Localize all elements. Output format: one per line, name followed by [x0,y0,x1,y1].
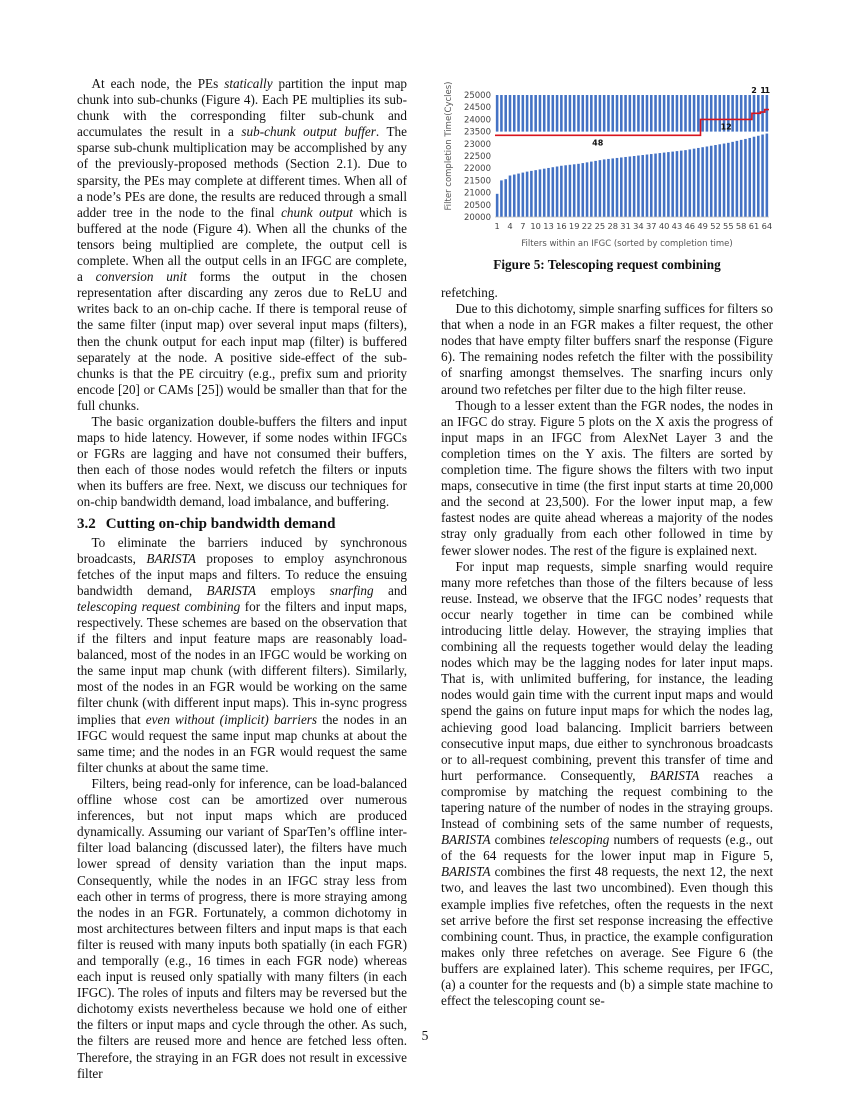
combining-group-label: 1 [760,86,766,95]
combining-group-label: 1 [764,86,771,95]
bar-first-input [569,165,572,217]
bar-first-input [646,155,649,217]
right-column [441,285,773,1009]
bar-second-input [496,95,499,132]
combining-group-label: 48 [592,138,604,148]
paragraph-filters: Filters, being read-only for inference, can be load-balanced offline whose cost can be amortized over numerous inferences, but not input maps which are produced dynamically. Assuming our variant of SparTen’s offline inter-filter load balancing (discussed later), the filters have much lower spread of density variation than the input maps. Consequently, while the nodes in an IFGC stray less from each other in terms of progress, there is more straying among the nodes in an FGR. Fortunately, a common dichotomy in most architectures between filters and input maps is that each filter is reused with many inputs both spatially (in each FGR) and temporally (e.g., 16 times in each FGR node) whereas each input is reused only spatially with many filters (in each IFGC). The roles of inputs and filters may be reversed but the dichotomy exists nevertheless because we hold one of either the filters or input maps and cycle through the other. As such, the filters are reused more and hence are fetched less often. Therefore, the straying in an FGR does not result in excessive filter [77,775,407,1081]
bar-first-input [748,138,751,217]
bar-first-input [689,149,692,217]
bar-second-input [748,95,751,132]
paragraph-barriers: To eliminate the barriers induced by synchronous broadcasts, BARISTA proposes to employ asynchronous fetches of the input maps and filters. To reduce the ensuing bandwidth demand, BARISTA employs snarfing and telescoping request combining for the filters and input maps, respectively. These schemes are based on the observation that if the filters and input feature maps are reasonably load-balanced, most of the nodes in an IFGC would be working on the same input map chunk (with different filters). Similarly, most of the nodes in an FGR would be working on the same filter chunk (with different input maps). This in-sync progress implies that even without (implicit) barriers the nodes in an IFGC would request the same input map chunks at about the same time; and the nodes in an FGR would request the same filter chunks at about the same time. [77,534,408,775]
bar-first-input [611,158,614,217]
bar-second-input [577,95,580,132]
bar-second-input [560,95,563,132]
bar-second-input [706,95,709,132]
paragraph-dichotomy: Due to this dichotomy, simple snarfing suffices for filters so that when a node in an FGR makes a filter request, the other nodes that have empty filter buffers snarf the response (Figure 6). The remaining nodes refetch the filter with the possibility of snarfing amongst themselves. The snarfing incurs only around two refetches per filter due to the high filter reuse. [441,301,773,397]
bar-second-input [581,95,584,132]
left-column [77,76,407,1082]
bar-second-input [761,95,764,132]
bar-first-input [680,151,683,217]
bar-first-input [706,146,709,217]
bar-second-input [526,95,529,132]
bar-second-input [599,95,602,132]
section-number: 3.2 [77,515,96,532]
bar-first-input [671,152,674,217]
bar-second-input [620,95,623,132]
x-axis-label: Filters within an IFGC (sorted by completion time) [521,239,733,249]
bar-second-input [590,95,593,132]
y-tick-label: 21000 [463,188,491,199]
paragraph-double-buffers: The basic organization double-buffers the filters and input maps to hide latency. However, if some nodes within IFGCs or FGRs are lagging and have not consumed their buffers, then each of those nodes would refetch the filters or inputs when its buffers are free. Next, we discuss our techniques for on-chip bandwidth demand, load imbalance, and buffering. [77,413,407,510]
bar-second-input [569,95,572,132]
bar-first-input [500,180,503,217]
bar-first-input [603,159,606,217]
y-tick-label: 24500 [463,103,491,114]
paragraph-refetching: refetching. [441,285,498,300]
bar-second-input [573,95,576,132]
bar-second-input [641,95,644,132]
y-tick-label: 23000 [463,139,491,150]
figure-caption: Figure 5: Telescoping request combining [493,257,721,272]
x-tick-label: 37 [645,221,657,231]
y-tick-label: 20000 [463,213,491,223]
x-tick-label: 28 [607,221,619,231]
y-axis-label: Filter completion Time(Cycles) [444,81,454,211]
bar-second-input [736,95,739,132]
x-tick-label: 40 [658,221,670,231]
bar-second-input [552,95,555,132]
bar-second-input [701,95,704,132]
bar-second-input [522,95,525,132]
bar-first-input [620,157,623,217]
x-tick-label: 58 [735,221,747,231]
bar-first-input [676,151,679,217]
bar-second-input [530,95,533,132]
bar-second-input [513,95,516,132]
bar-first-input [573,164,576,217]
bar-second-input [586,95,589,132]
y-tick-label: 24000 [463,115,491,126]
bar-first-input [560,166,563,217]
x-tick-label: 1 [494,221,500,231]
y-tick-label: 23500 [463,127,491,138]
page-number: 5 [421,1028,429,1043]
bar-first-input [577,164,580,217]
bar-first-input [714,145,717,217]
bar-first-input [744,139,747,217]
x-tick-label: 16 [556,221,567,231]
bar-first-input [590,162,593,217]
bar-first-input [650,154,653,217]
bar-second-input [697,95,700,132]
bar-first-input [663,153,666,217]
bar-second-input [556,95,559,132]
bar-second-input [624,95,627,132]
x-tick-label: 49 [697,221,708,231]
bar-second-input [766,95,769,132]
bar-first-input [509,176,512,217]
bar-first-input [731,142,734,217]
y-axis [464,91,491,223]
bar-first-input [710,146,713,217]
bar-second-input [539,95,542,132]
x-tick-label: 7 [520,221,526,231]
bar-first-input [753,137,756,217]
x-tick-label: 10 [530,221,541,231]
bar-second-input [534,95,537,132]
x-tick-label: 4 [507,221,513,231]
bar-second-input [744,95,747,132]
bar-first-input [761,135,764,217]
bar-first-input [547,168,550,217]
bar-first-input [723,144,726,217]
bar-first-input [727,143,730,217]
bar-second-input [517,95,520,132]
x-tick-label: 22 [581,221,593,231]
bar-second-input [637,95,640,132]
bar-first-input [522,173,525,217]
bar-second-input [504,95,507,132]
bar-second-input [500,95,503,132]
x-tick-label: 25 [594,221,606,231]
paragraph-ifgc-stray: Though to a lesser extent than the FGR nodes, the nodes in an IFGC do stray. Figure 5 plots on the X axis the progress of input maps in an IFGC from AlexNet Layer 3 and the completion times on the Y axis. The filters are sorted by completion time. The figure shows the filters with two input maps, consecutive in time (the first input starts at time 20,000 and the second at 23,500). For the lower input map, a few fastest nodes are quite ahead whereas a majority of the nodes stray only gradually from each other followed in time by fewer slower nodes. The rest of the figure is explained next. [441,397,773,558]
y-tick-label: 22500 [463,152,491,162]
x-tick-label: 31 [620,221,631,231]
bar-second-input [547,95,550,132]
bar-second-input [607,95,610,132]
bar-first-input [629,156,632,217]
x-tick-label: 43 [671,221,683,231]
bar-second-input [654,95,657,132]
x-tick-label: 34 [633,221,644,231]
bar-first-input [697,148,700,217]
bar-first-input [684,150,687,217]
bar-second-input [740,95,743,132]
paragraph-input-map-requests: For input map requests, simple snarfing would require many more refetches than those of the filters because of less reuse. Instead, we observe that the IFGC nodes’ requests that occur nearly together in time can be combined while introducing little delay. However, the straying implies that combining all the requests together would delay the leading nodes which may be the lagging nodes for later input maps. That is, with unlimited buffering, for instance, the leading nodes would gain time with the current input maps and would spend the gains on future input maps for which the nodes lag, achieving good load balancing. Implicit barriers between consecutive input maps, due either to synchronous broadcasts or to all-request combining, prevent this transfer of time and hurt performance. Consequently, BARISTA reaches a compromise by matching the request combining to the tapering nature of the number of nodes in the straying groups. Instead of combining sets of the same number of requests, BARISTA combines telescoping numbers of requests (e.g., out of the 64 requests for the lower input map in Figure 5, BARISTA combines the first 48 requests, the next 12, the next two, and leaves the last two uncombined). Even though this example implies five refetches, often the requests in the next set arrive before the first set response increasing the effective combining count. Thus, in practice, the example configuration makes only three refetches on average. See Figure 6 (the buffers are explained later). This scheme requires, per IFGC, (a) a counter for the requests and (b) a simple state machine to effect the telescoping count se- [441,558,774,1009]
bar-second-input [650,95,653,132]
bar-first-input [581,163,584,217]
bar-first-input [607,159,610,217]
bar-second-input [659,95,662,132]
y-tick-label: 21500 [463,176,491,187]
bar-first-input [513,175,516,217]
y-tick-label: 22000 [463,164,491,175]
bar-second-input [543,95,546,132]
bar-first-input [543,169,546,217]
bar-second-input [693,95,696,132]
combining-group-label: 12 [720,122,732,132]
x-tick-label: 46 [684,221,696,231]
bar-second-input [564,95,567,132]
bar-first-input [534,170,537,217]
bar-first-input [586,162,589,217]
bar-second-input [603,95,606,132]
bar-first-input [539,169,542,217]
bar-second-input [714,95,717,132]
bar-first-input [757,136,760,217]
paragraph-subchunks: At each node, the PEs statically partition the input map chunk into sub-chunks (Figure 4). Each PE multiplies its sub-chunk with the corresponding filter sub-chunk and accumulates the result in a sub-chunk output buffer. The sparse sub-chunk multiplication may be accomplished by any of the previously-proposed methods (Section 2.1). Due to sparsity, the PEs may complete at different times. When all of a node’s PEs are done, the results are reduced through a small adder tree in the node to the final chunk output which is buffered at the node (Figure 4). When all the chunks of the tensors being multiplied are complete, the output cell is complete. When all the output cells in an IFGC are complete, a conversion unit forms the output in the chosen representation after discarding any zeros due to ReLU and writes back to an on-chip cache. If there is temporal reuse of the same filter (input map) over several input maps (filters), then the chunk output for each input map (filter) is buffered separately at the node. A positive side-effect of the sub-chunks is that the PE circuitry (e.g., prefix sum and priority encode [20] or CAMs [25]) would be smaller than that for the full chunks. [77,76,408,413]
bar-second-input [509,95,512,132]
bar-first-input [740,140,743,217]
x-tick-label: 55 [723,221,734,231]
bar-first-input [556,166,559,217]
combining-group-label: 2 [751,86,757,95]
bar-second-input [629,95,632,132]
bar-first-input [637,156,640,217]
bar-first-input [693,149,696,217]
bar-second-input [710,95,713,132]
bar-second-input [594,95,597,132]
bar-first-input [641,155,644,217]
bar-second-input [667,95,670,132]
y-tick-label: 25000 [463,91,491,101]
bar-second-input [684,95,687,132]
x-tick-label: 19 [568,221,580,231]
bar-second-input [633,95,636,132]
completion-time-chart [441,80,773,255]
bar-second-input [611,95,614,132]
bar-first-input [594,161,597,217]
bar-first-input [654,154,657,217]
bar-second-input [616,95,619,132]
bar-second-input [663,95,666,132]
bar-first-input [526,172,529,217]
bar-first-input [504,179,507,217]
bar-first-input [517,174,520,217]
bar-second-input [680,95,683,132]
section-heading [77,515,407,533]
bar-first-input [496,194,499,217]
bar-second-input [689,95,692,132]
bar-first-input [718,144,721,217]
bar-first-input [599,160,602,217]
x-tick-label: 64 [761,221,773,231]
bar-first-input [736,141,739,217]
bar-second-input [646,95,649,132]
bar-first-input [633,156,636,217]
x-tick-label: 52 [710,221,721,231]
x-axis [495,221,773,231]
bar-second-input [671,95,674,132]
bar-first-input [766,134,769,217]
bar-first-input [530,171,533,217]
bars [495,95,769,217]
x-tick-label: 61 [748,221,760,231]
bar-first-input [616,158,619,217]
bar-second-input [676,95,679,132]
bar-first-input [564,165,567,217]
x-tick-label: 13 [543,221,554,231]
bar-first-input [701,147,704,217]
section-title: Cutting on-chip bandwidth demand [105,515,336,532]
bar-first-input [659,153,662,217]
bar-first-input [552,167,555,217]
bar-first-input [624,157,627,217]
bar-first-input [667,152,670,217]
y-tick-label: 20500 [463,200,491,211]
figure-5 [441,80,773,285]
